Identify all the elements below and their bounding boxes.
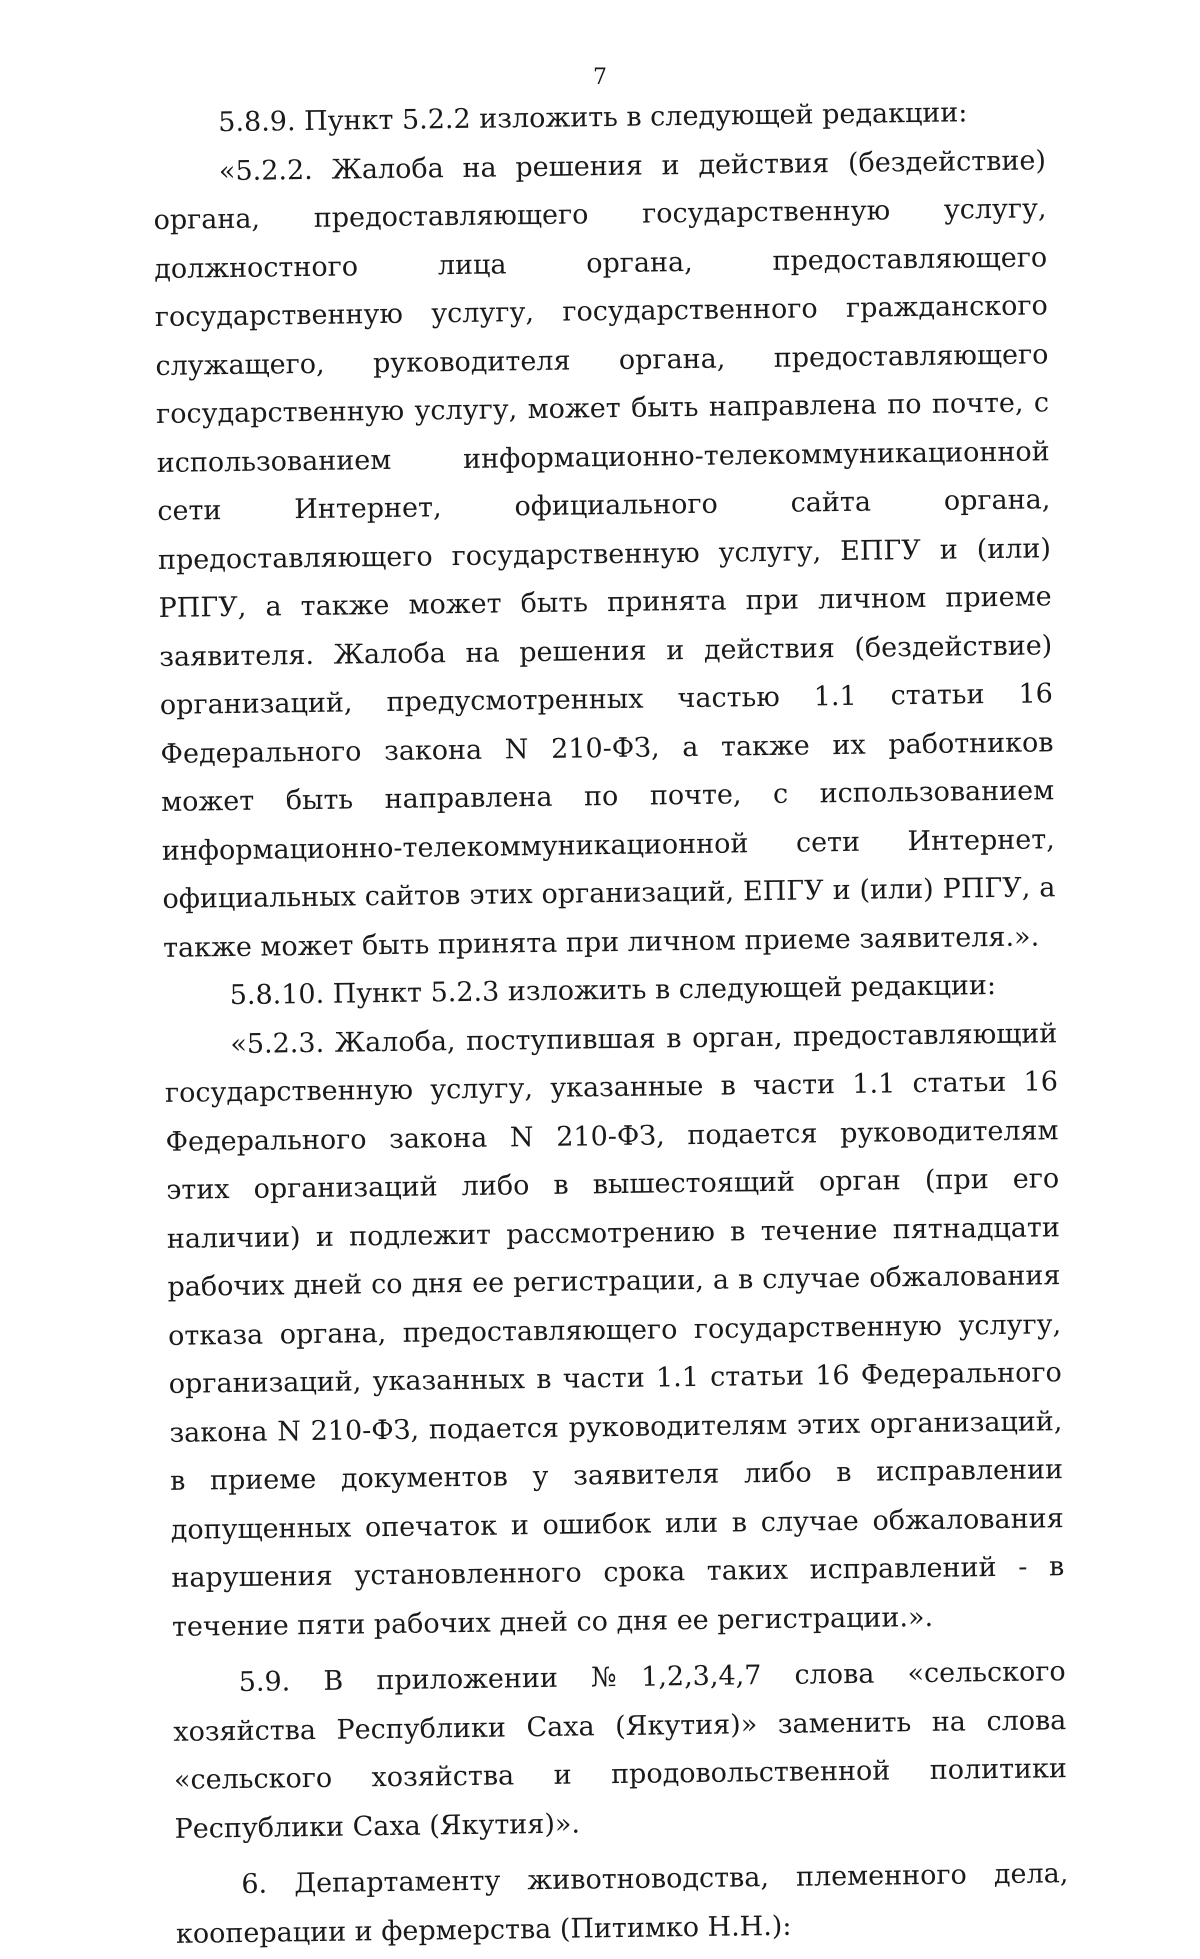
document-body — [152, 88, 1069, 1959]
paragraph-5-9: 5.9. В приложении №1,2,3,4,7 слова «сельского хозяйства Республики Саха (Якутия)» заменить на слова «сельского хозяйства и продовольственной политики Республики Саха (Якутия)». — [173, 1656, 1068, 1845]
paragraph-6: 6. Департаменту животноводства, племенного дела, кооперации и фермерства (Питимко Н.Н.): — [175, 1858, 1069, 1950]
paragraph-5-2-3-text: «5.2.3. Жалоба, поступившая в орган, предоставляющий государственную услугу, указанные в части 1.1 статьи 16 Федерального закона N 210-ФЗ, подается руководителям этих организаций либо в вышестоящий орган (при его наличии) и подлежит рассмотрению в течение пятнадцати рабочих дней со дня ее регистрации, а в случае обжалования отказа органа, предоставляющего государственную услугу, организаций, указанных в части 1.1 статьи 16 Федерального закона N 210-ФЗ, подается руководителям этих организаций, в приеме документов у заявителя либо в исправлении допущенных опечаток и ошибок или в случае обжалования нарушения установленного срока таких исправлений - в течение пяти рабочих дней со дня ее регистрации.». — [164, 1017, 1065, 1643]
page-number: 7 — [593, 65, 607, 90]
paragraph-5-8-9-heading: 5.8.9. Пункт 5.2.2 изложить в следующей редакции: — [218, 97, 968, 139]
paragraph-5-2-2-text: «5.2.2. Жалоба на решения и действия (бездействие) органа, предоставляющего государственную услугу, должностного лица органа, предоставляющего государственную услугу, государственного гражданского служащего, руководителя органа, предоставляющего государственную услугу, может быть направлена по почте, с использованием информационно-телекоммуникационной сети Интернет, официального сайта органа, предоставляющего государственную услугу, ЕПГУ и (или) РПГУ, а также может быть принята при личном приеме заявителя. Жалоба на решения и действия (бездействие) организаций, предусмотренных частью 1.1 статьи 16 Федерального закона N 210-ФЗ, а также их работников может быть направлена по почте, с использованием информационно-телекоммуникационной сети Интернет, официальных сайтов этих организаций, ЕПГУ и (или) РПГУ, а также может быть принята при личном приеме заявителя.». — [153, 144, 1056, 964]
paragraph-5-8-10-heading: 5.8.10. Пункт 5.2.3 изложить в следующей редакции: — [229, 970, 997, 1012]
